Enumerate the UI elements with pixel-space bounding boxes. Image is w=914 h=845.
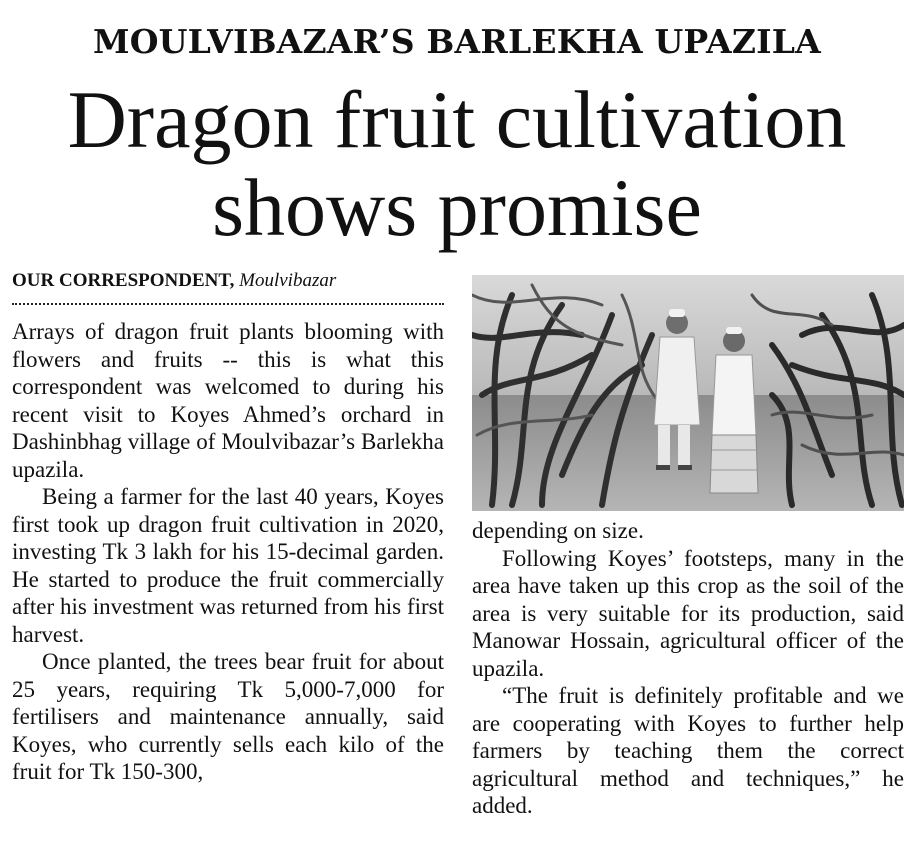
byline-name: OUR CORRESPONDENT, bbox=[12, 270, 235, 291]
paragraph-1: Arrays of dragon fruit plants blooming with flowers and fruits -- this is what this correspondent was welcomed to during his recent visit to Koyes Ahmed’s orchard in Dashinbhag village of Moulvibazar’s Barlekha upazila. bbox=[12, 319, 444, 482]
paragraph-2: Being a farmer for the last 40 years, Koyes first took up dragon fruit cultivation in 2020, investing Tk 3 lakh for his 15-decimal garden. He started to produce the fruit commercially after his investment was returned from his first harvest. bbox=[12, 484, 444, 647]
article-column-left bbox=[12, 318, 444, 786]
byline-divider bbox=[12, 303, 444, 305]
byline-place: Moulvibazar bbox=[239, 270, 337, 291]
headline-line-2: shows promise bbox=[212, 162, 702, 253]
paragraph-3-continued: depending on size. bbox=[472, 518, 644, 543]
dragon-fruit-orchard-image bbox=[472, 275, 904, 511]
paragraph-4: Following Koyes’ footsteps, many in the area have taken up this crop as the soil of the area is very suitable for its production, said Manowar Hossain, agricultural officer of the upazila. bbox=[472, 545, 904, 681]
article-photo bbox=[472, 275, 904, 511]
headline bbox=[0, 76, 914, 252]
byline bbox=[12, 270, 444, 292]
headline-line-1: Dragon fruit cultivation bbox=[67, 74, 847, 165]
article-column-right bbox=[472, 517, 904, 820]
paragraph-5: “The fruit is definitely profitable and we are cooperating with Koyes to further help farmers by teaching them the correct agricultural method and techniques,” he added. bbox=[472, 683, 904, 818]
kicker: MOULVIBAZAR’S BARLEKHA UPAZILA bbox=[93, 22, 821, 61]
paragraph-3: Once planted, the trees bear fruit for about 25 years, requiring Tk 5,000-7,000 for fertilisers and maintenance annually, said Koyes, who currently sells each kilo of the fruit for Tk 150-300, bbox=[12, 649, 444, 784]
